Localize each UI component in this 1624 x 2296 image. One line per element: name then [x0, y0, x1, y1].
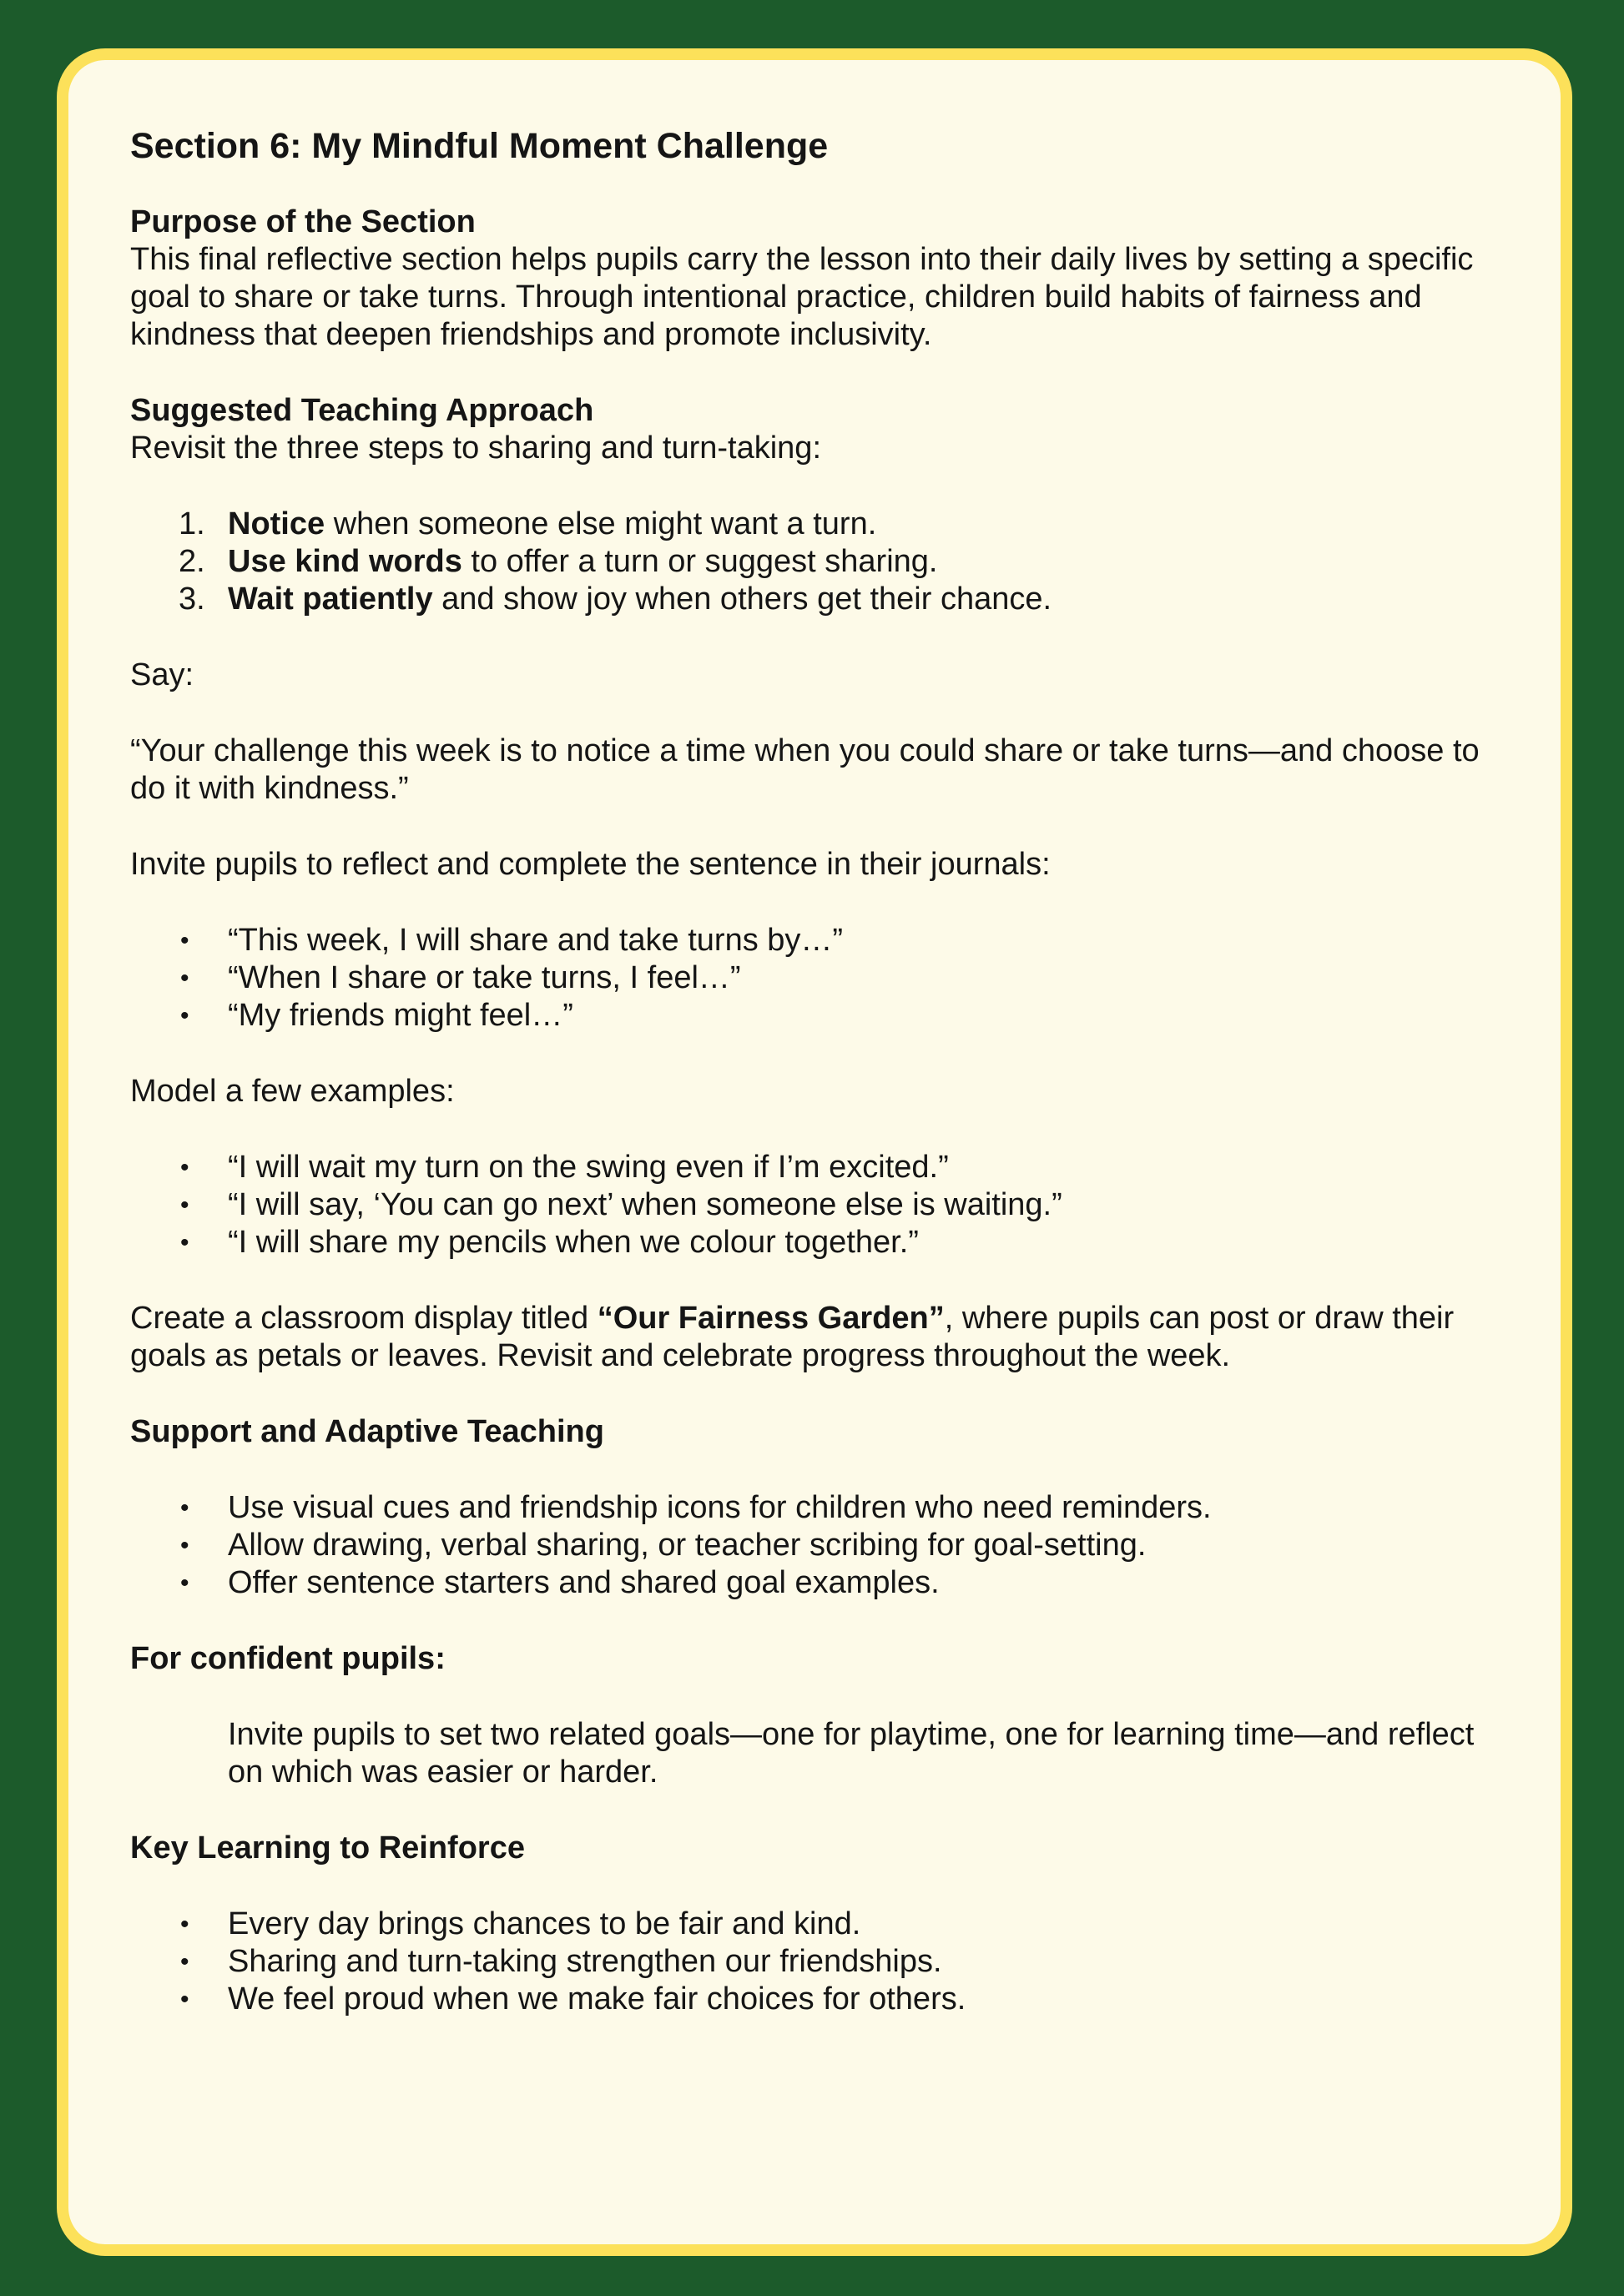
- bullet: •: [180, 927, 189, 954]
- list-item: [130, 1527, 1511, 1564]
- display-text-after: , where pupils can post or draw their goals as petals or leaves. Revisit and celebrate progress throughout the week.: [130, 1301, 1455, 1373]
- step-item: [130, 543, 1511, 581]
- bullet: •: [180, 1494, 189, 1522]
- approach-intro: Revisit the three steps to sharing and turn-taking:: [130, 430, 822, 466]
- support-heading: Support and Adaptive Teaching: [130, 1414, 604, 1449]
- step-rest: and show joy when others get their chance.: [432, 582, 1052, 617]
- key-text: We feel proud when we make fair choices for others.: [228, 1981, 966, 2017]
- step-number: 2.: [179, 544, 205, 579]
- bullet: •: [180, 1532, 189, 1559]
- confident-text: Invite pupils to set two related goals—one for playtime, one for learning time—and reflect on which was easier or harder.: [228, 1717, 1475, 1790]
- steps-list: [130, 506, 1511, 618]
- document-card: [57, 48, 1572, 2256]
- list-item: [130, 1149, 1511, 1186]
- key-text: Every day brings chances to be fair and kind.: [228, 1906, 861, 1941]
- bullet: •: [180, 964, 189, 992]
- document-body: [130, 125, 1511, 2018]
- examples-list: [130, 1149, 1511, 1261]
- step-bold: Notice: [228, 506, 325, 541]
- invite-text: Invite pupils to reflect and complete the sentence in their journals:: [130, 847, 1051, 882]
- key-learning-list: [130, 1906, 1511, 2018]
- bullet: •: [180, 1191, 189, 1219]
- key-heading: Key Learning to Reinforce: [130, 1830, 525, 1866]
- bullet: •: [180, 1229, 189, 1256]
- step-number: 3.: [179, 582, 205, 617]
- step-bold: Wait patiently: [228, 582, 433, 617]
- list-item: [130, 1564, 1511, 1602]
- list-item: [130, 1906, 1511, 1943]
- bullet: •: [180, 1986, 189, 2013]
- support-list: [130, 1489, 1511, 1602]
- bullet: •: [180, 1911, 189, 1938]
- support-text: Allow drawing, verbal sharing, or teacher scribing for goal-setting.: [228, 1528, 1147, 1563]
- display-paragraph: [130, 1300, 1511, 1375]
- list-item: [130, 1981, 1511, 2018]
- say-label: Say:: [130, 657, 194, 692]
- step-bold: Use kind words: [228, 544, 462, 579]
- support-text: Use visual cues and friendship icons for children who need reminders.: [228, 1490, 1212, 1525]
- step-item: [130, 581, 1511, 618]
- model-text: Model a few examples:: [130, 1074, 455, 1109]
- step-rest: when someone else might want a turn.: [325, 506, 877, 541]
- list-item: [130, 922, 1511, 959]
- prompt-text: “This week, I will share and take turns by…”: [228, 923, 844, 958]
- list-item: [130, 1224, 1511, 1261]
- list-item: [130, 1186, 1511, 1224]
- example-text: “I will say, ‘You can go next’ when someone else is waiting.”: [228, 1187, 1062, 1222]
- bullet: •: [180, 1002, 189, 1030]
- display-title: “Our Fairness Garden”: [597, 1301, 945, 1336]
- example-text: “I will wait my turn on the swing even if I’m excited.”: [228, 1150, 949, 1185]
- list-item: [130, 1489, 1511, 1527]
- step-rest: to offer a turn or suggest sharing.: [461, 544, 938, 579]
- bullet: •: [180, 1948, 189, 1976]
- approach-heading: Suggested Teaching Approach: [130, 393, 594, 428]
- purpose-text: This final reflective section helps pupils carry the lesson into their daily lives by setting a specific goal to share or take turns. Through intentional practice, children build habits of fairness and kindness that deepen friendships and promote inclusivity.: [130, 242, 1474, 352]
- example-text: “I will share my pencils when we colour together.”: [228, 1225, 919, 1260]
- bullet: •: [180, 1154, 189, 1181]
- purpose-heading: Purpose of the Section: [130, 204, 476, 239]
- step-item: [130, 506, 1511, 543]
- journal-prompts-list: [130, 922, 1511, 1035]
- list-item: [130, 997, 1511, 1035]
- support-text: Offer sentence starters and shared goal examples.: [228, 1565, 940, 1600]
- challenge-quote: “Your challenge this week is to notice a time when you could share or take turns—and choose to do it with kindness.”: [130, 733, 1480, 806]
- bullet: •: [180, 1569, 189, 1597]
- key-text: Sharing and turn-taking strengthen our friendships.: [228, 1944, 942, 1979]
- step-number: 1.: [179, 506, 205, 541]
- list-item: [130, 1943, 1511, 1981]
- prompt-text: “My friends might feel…”: [228, 998, 573, 1033]
- list-item: [130, 959, 1511, 997]
- confident-heading: For confident pupils:: [130, 1641, 446, 1676]
- prompt-text: “When I share or take turns, I feel…”: [228, 960, 741, 995]
- page-title: Section 6: My Mindful Moment Challenge: [130, 126, 829, 166]
- display-text-before: Create a classroom display titled: [130, 1301, 598, 1336]
